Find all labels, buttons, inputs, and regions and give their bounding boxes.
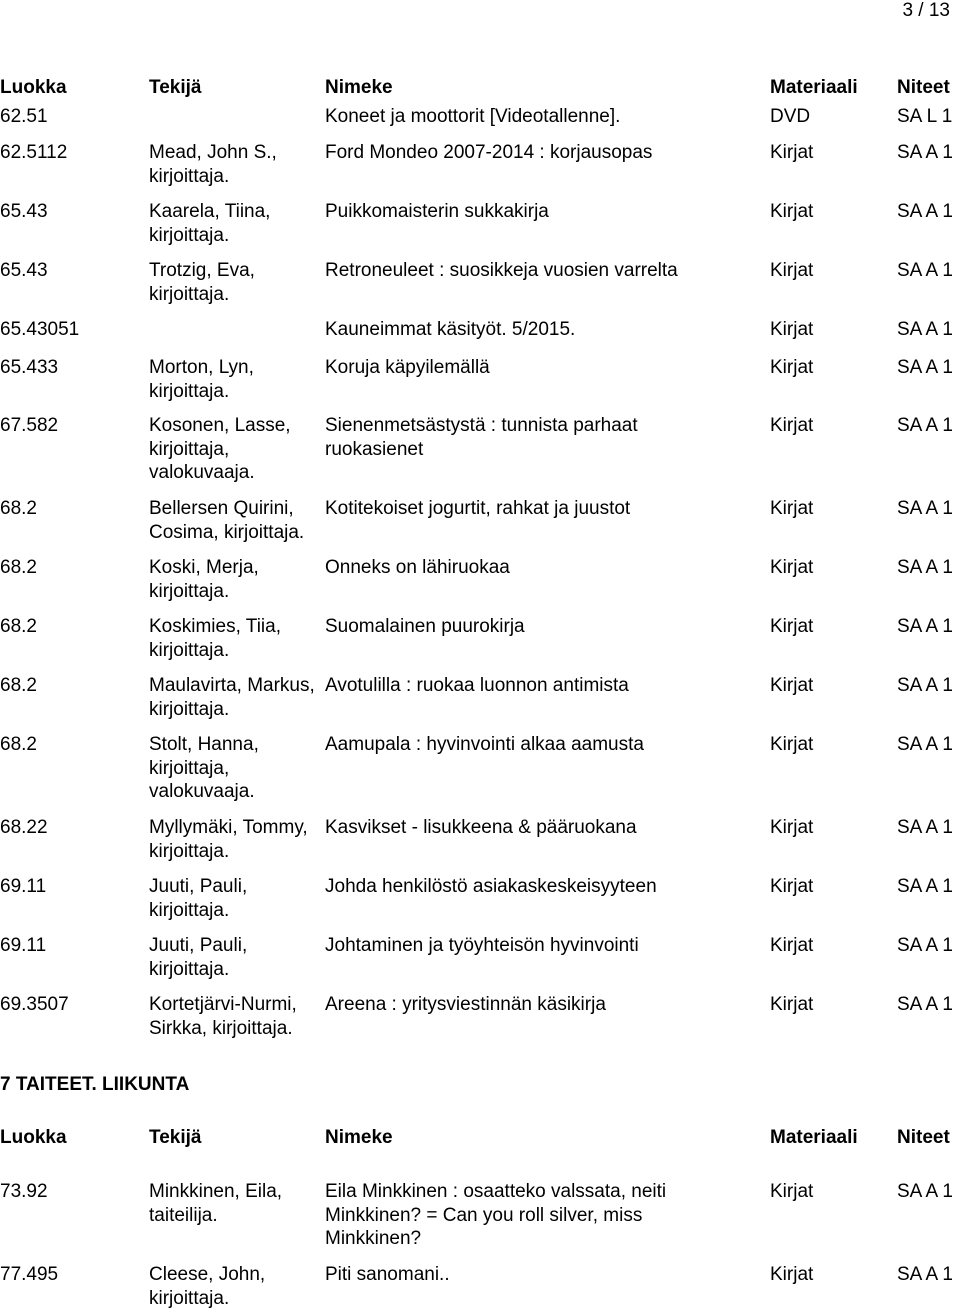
col-header-class: Luokka bbox=[0, 77, 67, 98]
cell-author: Minkkinen, Eila, taiteilija. bbox=[149, 1181, 283, 1226]
cell-material: Kirjat bbox=[770, 675, 814, 696]
cell-notes: SA A 1 bbox=[897, 357, 953, 378]
page-number: 3 / 13 bbox=[902, 0, 950, 21]
cell-class: 68.2 bbox=[0, 616, 37, 637]
cell-notes: SA A 1 bbox=[897, 935, 953, 956]
cell-class: 65.43 bbox=[0, 201, 48, 222]
cell-notes: SA A 1 bbox=[897, 201, 953, 222]
cell-material: Kirjat bbox=[770, 357, 814, 378]
cell-notes: SA A 1 bbox=[897, 734, 953, 755]
cell-notes: SA A 1 bbox=[897, 498, 953, 519]
cell-title: Kotitekoiset jogurtit, rahkat ja juustot bbox=[325, 498, 631, 519]
cell-title: Piti sanomani.. bbox=[325, 1264, 450, 1285]
cell-title: Sienenmetsästystä : tunnista parhaat ruokasienet bbox=[325, 415, 638, 460]
cell-class: 68.2 bbox=[0, 557, 37, 578]
cell-author: Maulavirta, Markus, kirjoittaja. bbox=[149, 675, 315, 720]
cell-title: Eila Minkkinen : osaatteko valssata, neiti Minkkinen? = Can you roll silver, miss Minkkinen? bbox=[325, 1181, 667, 1249]
cell-author: Kosonen, Lasse, kirjoittaja, valokuvaaja. bbox=[149, 415, 291, 483]
cell-notes: SA A 1 bbox=[897, 817, 953, 838]
cell-notes: SA A 1 bbox=[897, 415, 953, 436]
col-header-notes: Niteet bbox=[897, 1127, 950, 1148]
col-header-material: Materiaali bbox=[770, 77, 858, 98]
cell-title: Puikkomaisterin sukkakirja bbox=[325, 201, 549, 222]
cell-title: Johda henkilöstö asiakaskeskeisyyteen bbox=[325, 876, 657, 897]
cell-material: Kirjat bbox=[770, 142, 814, 163]
cell-notes: SA A 1 bbox=[897, 876, 953, 897]
cell-author: Koski, Merja, kirjoittaja. bbox=[149, 557, 259, 602]
cell-author: Myllymäki, Tommy, kirjoittaja. bbox=[149, 817, 308, 862]
cell-title: Johtaminen ja työyhteisön hyvinvointi bbox=[325, 935, 639, 956]
cell-class: 65.43051 bbox=[0, 319, 80, 340]
cell-material: Kirjat bbox=[770, 415, 814, 436]
cell-author: Juuti, Pauli, kirjoittaja. bbox=[149, 876, 248, 921]
cell-author: Trotzig, Eva, kirjoittaja. bbox=[149, 260, 255, 305]
cell-class: 69.3507 bbox=[0, 994, 69, 1015]
cell-notes: SA A 1 bbox=[897, 616, 953, 637]
cell-class: 62.51 bbox=[0, 106, 48, 127]
cell-material: Kirjat bbox=[770, 994, 814, 1015]
cell-notes: SA L 1 bbox=[897, 106, 953, 127]
cell-class: 69.11 bbox=[0, 935, 47, 956]
cell-material: DVD bbox=[770, 106, 811, 127]
cell-notes: SA A 1 bbox=[897, 1181, 953, 1202]
col-header-material: Materiaali bbox=[770, 1127, 858, 1148]
cell-title: Avotulilla : ruokaa luonnon antimista bbox=[325, 675, 629, 696]
cell-title: Kauneimmat käsityöt. 5/2015. bbox=[325, 319, 576, 340]
col-header-notes: Niteet bbox=[897, 77, 950, 98]
cell-material: Kirjat bbox=[770, 1264, 814, 1285]
cell-title: Koneet ja moottorit [Videotallenne]. bbox=[325, 106, 621, 127]
cell-author: Stolt, Hanna, kirjoittaja, valokuvaaja. bbox=[149, 734, 259, 802]
cell-material: Kirjat bbox=[770, 876, 814, 897]
section-heading: 7 TAITEET. LIIKUNTA bbox=[0, 1074, 190, 1095]
cell-class: 65.433 bbox=[0, 357, 59, 378]
cell-material: Kirjat bbox=[770, 201, 814, 222]
cell-material: Kirjat bbox=[770, 935, 814, 956]
cell-notes: SA A 1 bbox=[897, 557, 953, 578]
cell-class: 68.2 bbox=[0, 498, 37, 519]
cell-author: Cleese, John, kirjoittaja. bbox=[149, 1264, 266, 1309]
cell-author: Morton, Lyn, kirjoittaja. bbox=[149, 357, 254, 402]
cell-material: Kirjat bbox=[770, 734, 814, 755]
cell-author: Bellersen Quirini, Cosima, kirjoittaja. bbox=[149, 498, 305, 543]
cell-class: 77.495 bbox=[0, 1264, 59, 1285]
col-header-author: Tekijä bbox=[149, 77, 202, 98]
cell-title: Areena : yritysviestinnän käsikirja bbox=[325, 994, 606, 1015]
cell-material: Kirjat bbox=[770, 498, 814, 519]
cell-author: Koskimies, Tiia, kirjoittaja. bbox=[149, 616, 281, 661]
cell-material: Kirjat bbox=[770, 260, 814, 281]
cell-title: Koruja käpyilemällä bbox=[325, 357, 490, 378]
cell-notes: SA A 1 bbox=[897, 142, 953, 163]
col-header-author: Tekijä bbox=[149, 1127, 202, 1148]
col-header-title: Nimeke bbox=[325, 1127, 393, 1148]
cell-notes: SA A 1 bbox=[897, 994, 953, 1015]
col-header-class: Luokka bbox=[0, 1127, 67, 1148]
cell-class: 62.5112 bbox=[0, 142, 68, 163]
cell-material: Kirjat bbox=[770, 1181, 814, 1202]
cell-author: Juuti, Pauli, kirjoittaja. bbox=[149, 935, 248, 980]
cell-notes: SA A 1 bbox=[897, 319, 953, 340]
cell-material: Kirjat bbox=[770, 319, 814, 340]
cell-title: Aamupala : hyvinvointi alkaa aamusta bbox=[325, 734, 644, 755]
cell-class: 67.582 bbox=[0, 415, 59, 436]
cell-class: 65.43 bbox=[0, 260, 48, 281]
cell-class: 73.92 bbox=[0, 1181, 48, 1202]
cell-class: 68.2 bbox=[0, 734, 37, 755]
cell-author: Kaarela, Tiina, kirjoittaja. bbox=[149, 201, 271, 246]
col-header-title: Nimeke bbox=[325, 77, 393, 98]
cell-title: Suomalainen puurokirja bbox=[325, 616, 525, 637]
cell-material: Kirjat bbox=[770, 557, 814, 578]
cell-class: 68.22 bbox=[0, 817, 48, 838]
cell-notes: SA A 1 bbox=[897, 1264, 953, 1285]
cell-title: Onneks on lähiruokaa bbox=[325, 557, 510, 578]
cell-notes: SA A 1 bbox=[897, 260, 953, 281]
cell-title: Ford Mondeo 2007-2014 : korjausopas bbox=[325, 142, 653, 163]
cell-class: 68.2 bbox=[0, 675, 37, 696]
cell-title: Retroneuleet : suosikkeja vuosien varrelta bbox=[325, 260, 678, 281]
cell-class: 69.11 bbox=[0, 876, 47, 897]
cell-author: Kortetjärvi-Nurmi, Sirkka, kirjoittaja. bbox=[149, 994, 297, 1039]
cell-notes: SA A 1 bbox=[897, 675, 953, 696]
cell-material: Kirjat bbox=[770, 616, 814, 637]
cell-title: Kasvikset - lisukkeena & pääruokana bbox=[325, 817, 637, 838]
cell-author: Mead, John S., kirjoittaja. bbox=[149, 142, 277, 187]
cell-material: Kirjat bbox=[770, 817, 814, 838]
